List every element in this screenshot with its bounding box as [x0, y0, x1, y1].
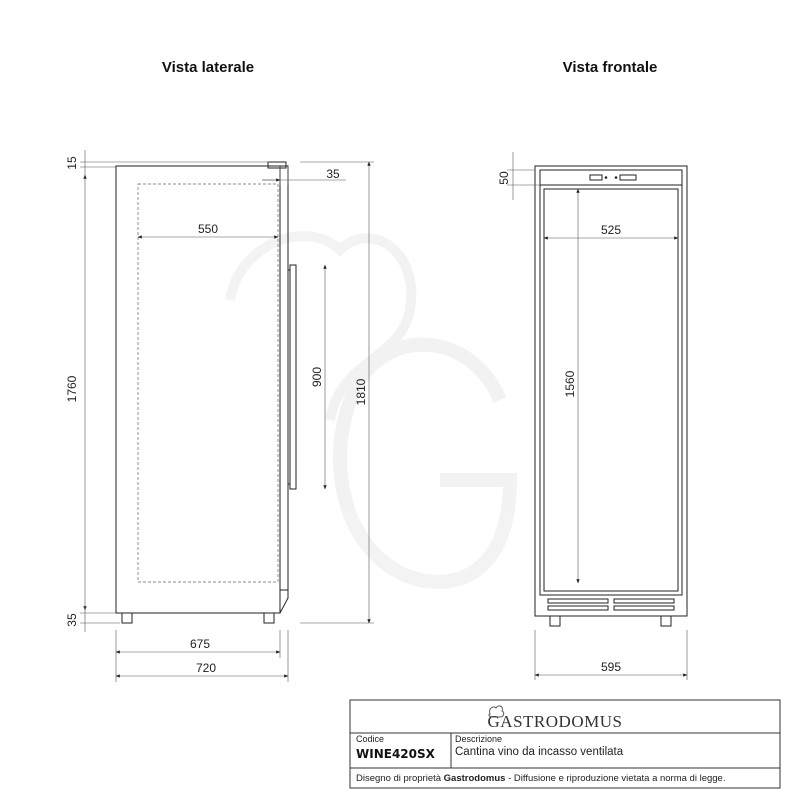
dim-front-panel-height: 50 — [497, 171, 511, 185]
control-display-2 — [620, 175, 636, 180]
dim-side-inner-width: 550 — [197, 222, 219, 236]
watermark-logo — [230, 236, 510, 582]
dim-front-overall-width: 595 — [600, 660, 622, 674]
side-foot-left — [122, 613, 132, 623]
dim-side-handle-offset: 35 — [326, 167, 340, 181]
dim-side-handle-length: 900 — [310, 366, 324, 388]
footer-text — [356, 773, 725, 784]
dim-side-overall-height: 1810 — [354, 378, 368, 406]
code-label: Codice — [356, 734, 385, 744]
front-foot-right — [661, 616, 671, 626]
dim-front-glass-height: 1560 — [563, 370, 577, 398]
side-handle — [290, 265, 296, 489]
code-value: WINE420SX — [356, 747, 435, 761]
footer-brand: Gastrodomus — [443, 773, 506, 784]
dim-front-inner-width: 525 — [600, 223, 622, 237]
dim-side-bottom-offset: 35 — [65, 613, 79, 627]
ventilation-grille — [548, 599, 674, 610]
brand-name: GASTRODOMUS — [487, 712, 623, 731]
front-dimensions — [507, 152, 687, 680]
footer-suffix: - Diffusione e riproduzione vietata a norma di legge. — [505, 773, 726, 784]
side-view-title: Vista laterale — [161, 59, 255, 76]
dim-side-overall-depth: 720 — [195, 661, 217, 675]
dim-side-top-offset: 15 — [65, 156, 79, 170]
front-view-title: Vista frontale — [562, 59, 658, 76]
dim-side-total-height: 1760 — [65, 375, 79, 403]
front-foot-left — [550, 616, 560, 626]
desc-value: Cantina vino da incasso ventilata — [455, 746, 624, 758]
desc-label: Descrizione — [455, 734, 503, 744]
control-display-1 — [590, 175, 602, 180]
dim-side-body-depth: 675 — [189, 637, 211, 651]
title-block — [350, 700, 780, 788]
side-inner-glass — [138, 184, 278, 582]
side-foot-right — [264, 613, 274, 623]
footer-prefix: Disegno di proprietà — [356, 773, 444, 784]
